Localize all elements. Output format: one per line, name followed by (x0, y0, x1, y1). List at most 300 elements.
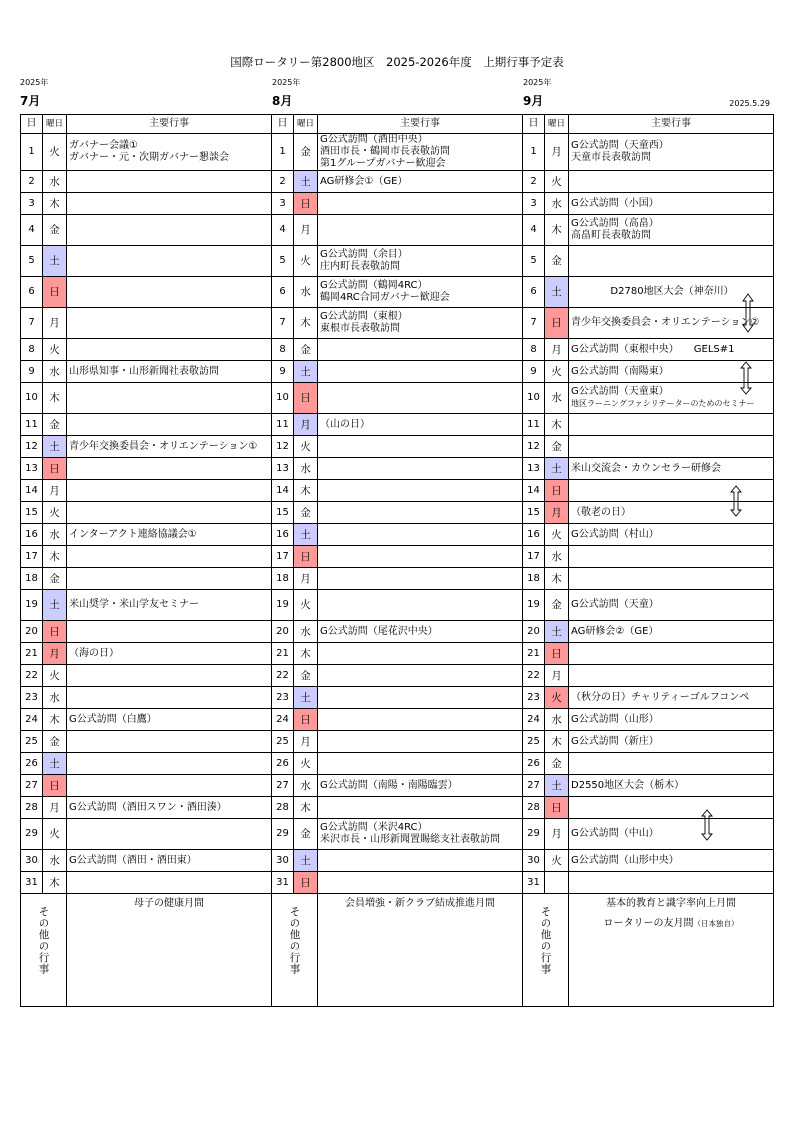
table-row (21, 709, 774, 731)
event-line: 高畠町長表敬訪問 (571, 230, 651, 241)
day-cell: 8 (523, 339, 545, 361)
day-cell: 9 (523, 361, 545, 383)
weekday-cell: 水 (294, 277, 318, 308)
event-cell (318, 215, 523, 246)
weekday-cell: 土 (545, 775, 569, 797)
day-cell: 2 (523, 171, 545, 193)
event-cell (67, 731, 272, 753)
weekday-cell: 木 (43, 383, 67, 414)
table-row (21, 819, 774, 850)
event-cell (318, 458, 523, 480)
schedule-body (21, 115, 774, 1007)
weekday-cell: 月 (43, 643, 67, 665)
weekday-cell: 水 (43, 361, 67, 383)
weekday-cell: 月 (545, 502, 569, 524)
event-cell (318, 590, 523, 621)
weekday-cell: 火 (294, 436, 318, 458)
weekday-cell: 日 (294, 872, 318, 894)
weekday-cell: 日 (545, 643, 569, 665)
weekday-cell: 土 (294, 524, 318, 546)
weekday-cell: 木 (294, 308, 318, 339)
event-line: G公式訪問（米沢4RC） (320, 822, 428, 833)
day-cell: 26 (523, 753, 545, 775)
double-arrow-icon (701, 808, 713, 842)
day-cell: 1 (21, 134, 43, 171)
event-line: インターアクト連絡協議会① (69, 528, 197, 540)
event-cell (318, 775, 523, 797)
schedule-table (20, 114, 774, 1007)
header-events: 主要行事 (569, 115, 774, 134)
weekday-cell: 水 (43, 171, 67, 193)
day-cell: 22 (523, 665, 545, 687)
event-line: 鶴岡4RC合同ガバナー歓迎会 (320, 292, 450, 303)
event-cell (569, 246, 774, 277)
weekday-cell: 木 (545, 568, 569, 590)
weekday-cell: 木 (294, 643, 318, 665)
weekday-cell: 水 (43, 687, 67, 709)
weekday-cell: 金 (545, 436, 569, 458)
event-line: G公式訪問（白鷹） (69, 713, 157, 725)
day-cell: 19 (21, 590, 43, 621)
event-line: （海の日） (69, 647, 119, 659)
event-cell (318, 643, 523, 665)
event-line: G公式訪問（東根中央） GELS#1 (571, 343, 735, 355)
event-line: （敬老の日） (571, 506, 631, 518)
day-cell: 30 (523, 850, 545, 872)
event-cell (318, 753, 523, 775)
event-cell (67, 621, 272, 643)
table-row (21, 731, 774, 753)
table-row (21, 436, 774, 458)
table-row (21, 246, 774, 277)
day-cell: 18 (272, 568, 294, 590)
event-cell (318, 709, 523, 731)
event-cell (569, 590, 774, 621)
monthly-theme-cell (569, 894, 774, 1007)
day-cell: 11 (21, 414, 43, 436)
table-row (21, 775, 774, 797)
event-line: 米山交流会・カウンセラー研修会 (571, 462, 721, 474)
day-cell: 4 (272, 215, 294, 246)
table-row (21, 872, 774, 894)
event-cell (318, 731, 523, 753)
table-row (21, 171, 774, 193)
event-cell (318, 277, 523, 308)
year-label-july: 2025年 (20, 78, 49, 87)
event-line: G公式訪問（山形） (571, 713, 659, 725)
weekday-cell: 水 (545, 546, 569, 568)
day-cell: 6 (272, 277, 294, 308)
day-cell: 28 (21, 797, 43, 819)
header-weekday: 曜日 (43, 115, 67, 134)
day-cell: 18 (21, 568, 43, 590)
weekday-cell: 月 (545, 339, 569, 361)
event-line: G公式訪問（新庄） (571, 735, 659, 747)
event-cell (318, 193, 523, 215)
weekday-cell: 水 (545, 383, 569, 414)
event-line: 青少年交換委員会・オリエンテーション① (69, 440, 258, 452)
event-cell (569, 568, 774, 590)
event-cell (569, 480, 774, 502)
day-cell: 22 (272, 665, 294, 687)
page-title: 国際ロータリー第2800地区 2025-2026年度 上期行事予定表 (230, 55, 564, 69)
table-row (21, 480, 774, 502)
event-line: （山の日） (320, 418, 370, 430)
weekday-cell: 金 (43, 568, 67, 590)
monthly-theme-2-note: （日本独自） (693, 919, 739, 928)
day-cell: 14 (523, 480, 545, 502)
day-cell: 13 (272, 458, 294, 480)
weekday-cell: 月 (545, 134, 569, 171)
day-cell: 13 (21, 458, 43, 480)
event-line: 庄内町長表敬訪問 (320, 261, 400, 272)
weekday-cell: 土 (43, 246, 67, 277)
event-cell (318, 872, 523, 894)
weekday-cell: 月 (294, 731, 318, 753)
table-row (21, 361, 774, 383)
weekday-cell: 木 (43, 872, 67, 894)
event-line: 東根市長表敬訪問 (320, 323, 400, 334)
monthly-theme-2 (569, 910, 773, 930)
weekday-cell: 火 (545, 687, 569, 709)
event-line: ガバナー・元・次期ガバナー懇談会 (69, 152, 229, 163)
weekday-cell: 金 (294, 665, 318, 687)
day-cell: 20 (272, 621, 294, 643)
weekday-cell: 金 (43, 215, 67, 246)
weekday-cell: 日 (545, 308, 569, 339)
event-line: G公式訪問（酒田中央） (320, 134, 428, 145)
weekday-cell: 月 (294, 568, 318, 590)
weekday-cell: 水 (294, 621, 318, 643)
weekday-cell: 火 (545, 850, 569, 872)
table-row (21, 753, 774, 775)
day-cell: 1 (523, 134, 545, 171)
day-cell: 23 (523, 687, 545, 709)
event-cell (67, 797, 272, 819)
weekday-cell: 土 (294, 687, 318, 709)
event-cell (569, 193, 774, 215)
event-cell (569, 819, 774, 850)
event-line: G公式訪問（山形中央） (571, 854, 679, 866)
day-cell: 17 (21, 546, 43, 568)
event-cell (67, 458, 272, 480)
other-events-label: その他の行事 (539, 906, 552, 975)
weekday-cell: 火 (43, 134, 67, 171)
table-row (21, 339, 774, 361)
event-cell (67, 850, 272, 872)
event-cell (318, 383, 523, 414)
weekday-cell: 水 (43, 524, 67, 546)
event-cell (318, 621, 523, 643)
day-cell: 23 (272, 687, 294, 709)
table-row (21, 383, 774, 414)
day-cell: 19 (523, 590, 545, 621)
day-cell: 25 (523, 731, 545, 753)
month-label-august: 8月 (272, 94, 293, 108)
event-cell (569, 339, 774, 361)
weekday-cell: 火 (545, 524, 569, 546)
event-cell (569, 436, 774, 458)
weekday-cell: 火 (43, 665, 67, 687)
event-cell (569, 414, 774, 436)
event-line: AG研修会①（GE） (320, 175, 408, 187)
monthly-theme-cell (67, 894, 272, 1007)
weekday-cell: 日 (545, 480, 569, 502)
day-cell: 20 (523, 621, 545, 643)
day-cell: 22 (21, 665, 43, 687)
event-cell (569, 502, 774, 524)
double-arrow-icon (730, 484, 742, 518)
event-cell (569, 665, 774, 687)
weekday-cell: 水 (43, 850, 67, 872)
event-cell (569, 458, 774, 480)
weekday-cell: 水 (545, 709, 569, 731)
weekday-cell: 金 (43, 414, 67, 436)
event-cell (318, 568, 523, 590)
day-cell: 9 (272, 361, 294, 383)
day-cell: 9 (21, 361, 43, 383)
day-cell: 14 (21, 480, 43, 502)
day-cell: 21 (272, 643, 294, 665)
weekday-cell: 金 (545, 590, 569, 621)
weekday-cell: 月 (43, 797, 67, 819)
weekday-cell: 土 (43, 436, 67, 458)
day-cell: 25 (272, 731, 294, 753)
day-cell: 7 (21, 308, 43, 339)
weekday-cell: 日 (43, 458, 67, 480)
event-cell (318, 524, 523, 546)
day-cell: 15 (272, 502, 294, 524)
event-line: 山形県知事・山形新聞社表敬訪問 (69, 365, 219, 377)
event-line: G公式訪問（天童西） (571, 140, 669, 151)
day-cell: 14 (272, 480, 294, 502)
event-cell (67, 134, 272, 171)
weekday-cell: 土 (545, 621, 569, 643)
day-cell: 25 (21, 731, 43, 753)
weekday-cell: 月 (545, 665, 569, 687)
event-line: G公式訪問（尾花沢中央） (320, 625, 438, 637)
day-cell: 11 (272, 414, 294, 436)
event-cell (318, 480, 523, 502)
day-cell: 19 (272, 590, 294, 621)
event-cell (569, 546, 774, 568)
event-line: 地区ラーニングファシリテーターのためのセミナー (571, 399, 755, 408)
day-cell: 17 (523, 546, 545, 568)
weekday-cell (545, 872, 569, 894)
weekday-cell: 日 (545, 797, 569, 819)
day-cell: 29 (272, 819, 294, 850)
table-row (21, 458, 774, 480)
monthly-theme: 母子の健康月間 (134, 898, 204, 909)
weekday-cell: 土 (43, 753, 67, 775)
event-cell (318, 687, 523, 709)
event-line: G公式訪問（南陽・南陽臨雲） (320, 779, 458, 791)
event-cell (67, 361, 272, 383)
day-cell: 10 (523, 383, 545, 414)
event-cell (569, 134, 774, 171)
day-cell: 12 (21, 436, 43, 458)
day-cell: 11 (523, 414, 545, 436)
header-events: 主要行事 (67, 115, 272, 134)
day-cell: 26 (21, 753, 43, 775)
weekday-cell: 土 (294, 171, 318, 193)
issue-date: 2025.5.29 (729, 99, 770, 108)
event-cell (67, 215, 272, 246)
weekday-cell: 土 (545, 277, 569, 308)
weekday-cell: 金 (294, 339, 318, 361)
day-cell: 7 (523, 308, 545, 339)
event-cell (318, 502, 523, 524)
event-cell (67, 872, 272, 894)
header-weekday: 曜日 (545, 115, 569, 134)
day-cell: 21 (21, 643, 43, 665)
event-line: D2550地区大会（栃木） (571, 779, 685, 791)
other-events-label-cell (523, 894, 569, 1007)
table-row (21, 850, 774, 872)
day-cell: 15 (523, 502, 545, 524)
weekday-cell: 土 (294, 361, 318, 383)
event-cell (569, 687, 774, 709)
event-line: 青少年交換委員会・オリエンテーション② (571, 317, 760, 328)
weekday-cell: 金 (294, 819, 318, 850)
day-cell: 24 (523, 709, 545, 731)
event-line: G公式訪問（小国） (571, 197, 659, 209)
weekday-cell: 火 (43, 819, 67, 850)
day-cell: 8 (272, 339, 294, 361)
day-cell: 4 (523, 215, 545, 246)
weekday-cell: 日 (43, 775, 67, 797)
event-cell (318, 414, 523, 436)
event-cell (67, 687, 272, 709)
weekday-cell: 火 (43, 339, 67, 361)
day-cell: 27 (272, 775, 294, 797)
day-cell: 17 (272, 546, 294, 568)
day-cell: 3 (523, 193, 545, 215)
event-cell (569, 709, 774, 731)
day-cell: 2 (272, 171, 294, 193)
event-line: 米沢市長・山形新聞置賜総支社表敬訪問 (320, 834, 500, 845)
event-cell (67, 590, 272, 621)
table-row (21, 797, 774, 819)
event-line: G公式訪問（高畠） (571, 218, 659, 229)
event-line: 米山奨学・米山学友セミナー (69, 599, 199, 610)
event-cell (318, 819, 523, 850)
table-row (21, 308, 774, 339)
event-cell (67, 775, 272, 797)
header-day: 日 (523, 115, 545, 134)
event-line: 天童市長表敬訪問 (571, 152, 651, 163)
weekday-cell: 木 (43, 193, 67, 215)
weekday-cell: 月 (294, 215, 318, 246)
day-cell: 20 (21, 621, 43, 643)
table-row (21, 546, 774, 568)
event-cell (67, 277, 272, 308)
event-line: 酒田市長・鶴岡市長表敬訪問 (320, 146, 450, 157)
event-cell (67, 753, 272, 775)
day-cell: 30 (272, 850, 294, 872)
day-cell: 15 (21, 502, 43, 524)
event-line: G公式訪問（酒田・酒田東） (69, 854, 197, 866)
year-label-august: 2025年 (272, 78, 301, 87)
event-line: G公式訪問（村山） (571, 528, 659, 540)
event-cell (67, 524, 272, 546)
weekday-cell: 月 (545, 819, 569, 850)
event-cell (569, 171, 774, 193)
day-cell: 28 (272, 797, 294, 819)
monthly-theme: 会員増強・新クラブ結成推進月間 (345, 898, 495, 909)
weekday-cell: 日 (294, 193, 318, 215)
day-cell: 8 (21, 339, 43, 361)
weekday-cell: 日 (294, 546, 318, 568)
weekday-cell: 金 (294, 134, 318, 171)
event-cell (318, 134, 523, 171)
weekday-cell: 火 (43, 502, 67, 524)
weekday-cell: 金 (43, 731, 67, 753)
other-events-label: その他の行事 (37, 906, 50, 975)
event-cell (67, 308, 272, 339)
day-cell: 31 (21, 872, 43, 894)
day-cell: 30 (21, 850, 43, 872)
double-arrow-icon (740, 360, 752, 396)
event-cell (318, 361, 523, 383)
event-cell (67, 480, 272, 502)
day-cell: 1 (272, 134, 294, 171)
event-cell (67, 339, 272, 361)
day-cell: 6 (21, 277, 43, 308)
day-cell: 31 (523, 872, 545, 894)
event-cell (67, 414, 272, 436)
day-cell: 10 (21, 383, 43, 414)
weekday-cell: 日 (294, 383, 318, 414)
event-cell (67, 546, 272, 568)
day-cell: 12 (272, 436, 294, 458)
event-cell (569, 850, 774, 872)
table-row (21, 590, 774, 621)
weekday-cell: 水 (294, 458, 318, 480)
table-row (21, 621, 774, 643)
table-row (21, 665, 774, 687)
header-day: 日 (272, 115, 294, 134)
event-cell (67, 643, 272, 665)
monthly-theme-2-main: ロータリーの友月間 (603, 918, 694, 929)
day-cell: 5 (272, 246, 294, 277)
event-line: G公式訪問（天童東） (571, 386, 669, 397)
weekday-cell: 木 (545, 215, 569, 246)
day-cell: 7 (272, 308, 294, 339)
event-cell (569, 797, 774, 819)
table-row (21, 687, 774, 709)
event-line: ガバナー会議① (69, 140, 138, 151)
weekday-cell: 木 (545, 731, 569, 753)
weekday-cell: 木 (294, 797, 318, 819)
day-cell: 12 (523, 436, 545, 458)
event-cell (569, 753, 774, 775)
day-cell: 23 (21, 687, 43, 709)
day-cell: 24 (272, 709, 294, 731)
day-cell: 16 (523, 524, 545, 546)
day-cell: 26 (272, 753, 294, 775)
table-row (21, 215, 774, 246)
weekday-cell: 木 (545, 414, 569, 436)
day-cell: 13 (523, 458, 545, 480)
weekday-cell: 土 (294, 850, 318, 872)
day-cell: 3 (21, 193, 43, 215)
other-events-label-cell (21, 894, 67, 1007)
event-line: （秋分の日）チャリティーゴルフコンペ (571, 691, 750, 703)
day-cell: 5 (21, 246, 43, 277)
event-cell (67, 193, 272, 215)
event-cell (318, 436, 523, 458)
